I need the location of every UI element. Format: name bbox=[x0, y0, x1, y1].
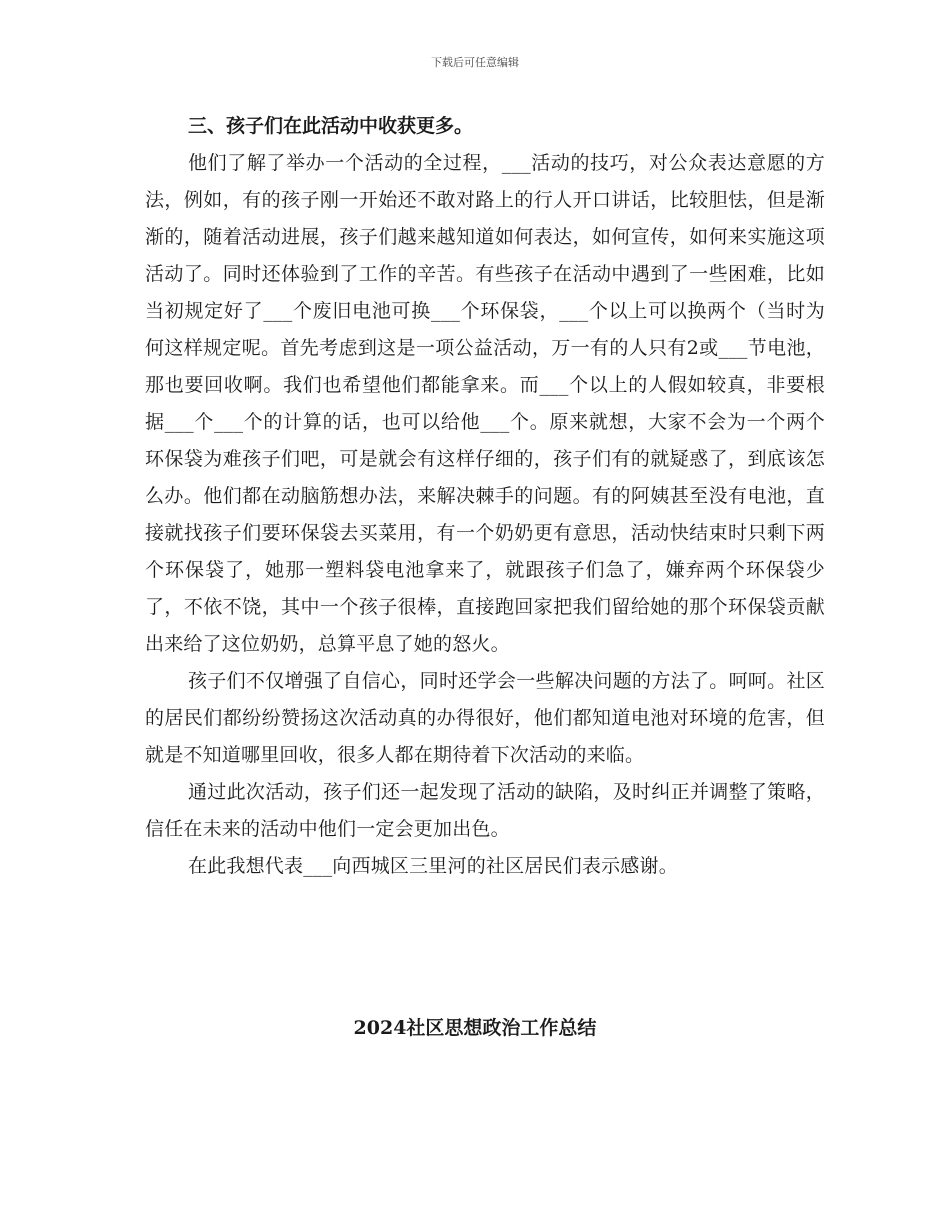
document-body bbox=[145, 108, 825, 885]
paragraph-3: 通过此次活动，孩子们还一起发现了活动的缺陷，及时纠正并调整了策略，信任在未来的活动中他们一定会更加出色。 bbox=[145, 781, 825, 840]
paragraph-4: 在此我想代表___向西城区三里河的社区居民们表示感谢。 bbox=[188, 855, 678, 877]
paragraph-2: 孩子们不仅增强了自信心，同时还学会一些解决问题的方法了。呵呵。社区的居民们都纷纷赞扬这次活动真的办得很好，他们都知道电池对环境的危害，但就是不知道哪里回收，很多人都在期待着下次活动的来临。 bbox=[145, 670, 825, 766]
section-heading: 三、孩子们在此活动中收获更多。 bbox=[188, 115, 474, 137]
paragraph-1: 他们了解了举办一个活动的全过程，___活动的技巧，对公众表达意愿的方法，例如，有的孩子刚一开始还不敢对路上的行人开口讲话，比较胆怯，但是渐渐的，随着活动进展，孩子们越来越知道如何表达，如何宣传，如何来实施这项活动了。同时还体验到了工作的辛苦。有些孩子在活动中遇到了一些困难，比如当初规定好了___个废旧电池可换___个环保袋，___个以上可以换两个（当时为何这样规定呢。首先考虑到这是一项公益活动，万一有的人只有2或___节电池，那也要回收啊。我们也希望他们都能拿来。而___个以上的人假如较真，非要根据___个___个的计算的话，也可以给他___个。原来就想，大家不会为一个两个环保袋为难孩子们吧，可是就会有这样仔细的，孩子们有的就疑惑了，到底该怎么办。他们都在动脑筋想办法，来解决棘手的问题。有的阿姨甚至没有电池，直接就找孩子们要环保袋去买菜用，有一个奶奶更有意思，活动快结束时只剩下两个环保袋了，她那一塑料袋电池拿来了，就跟孩子们急了，嫌弃两个环保袋少了，不依不饶，其中一个孩子很棒，直接跑回家把我们留给她的那个环保袋贡献出来给了这位奶奶，总算平息了她的怒火。 bbox=[145, 152, 825, 655]
next-document-title: 2024社区思想政治工作总结 bbox=[353, 1017, 597, 1039]
page-header-note: 下载后可任意编辑 bbox=[431, 56, 519, 69]
